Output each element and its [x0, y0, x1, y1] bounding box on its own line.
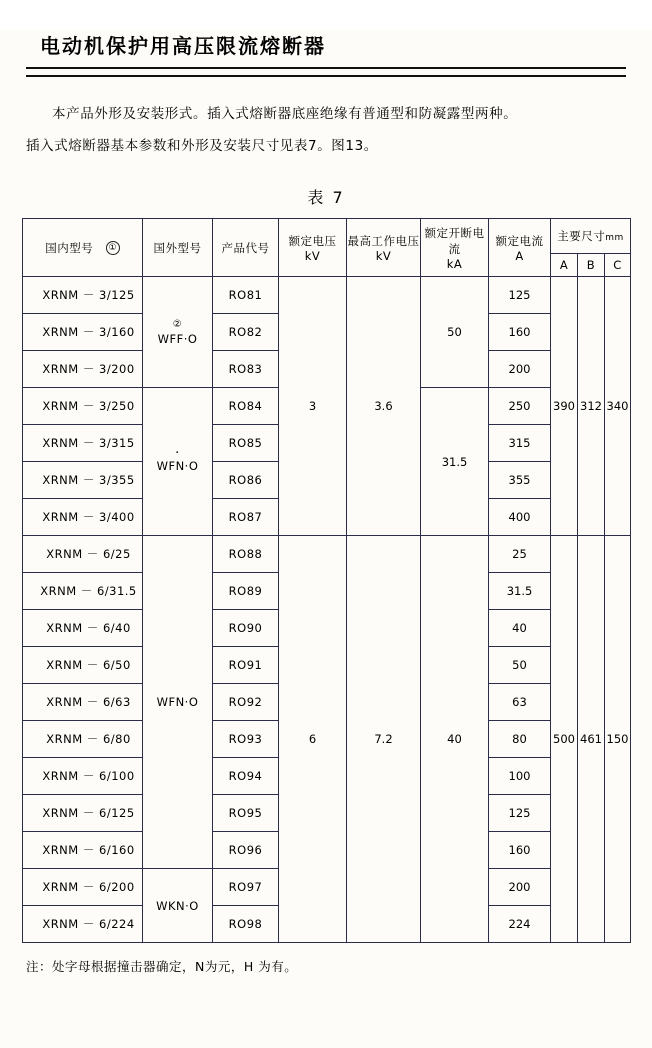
cell-foreign-model-label: WFF·O [157, 331, 198, 346]
header-rated-breaking-current-unit: kA [446, 256, 463, 271]
cell-rated-current: 125 [489, 277, 551, 314]
footnote-mark-2: ② [172, 318, 183, 330]
header-max-working-voltage-unit: kV [375, 248, 392, 263]
cell-rated-current: 100 [489, 758, 551, 795]
header-dim-b: B [578, 254, 605, 277]
cell-product-code: RO88 [213, 536, 279, 573]
cell-product-code: RO85 [213, 425, 279, 462]
cell-rated-current: 250 [489, 388, 551, 425]
spec-table [22, 218, 631, 943]
header-rated-current [489, 219, 551, 277]
header-main-dimensions-label: 主要尺寸 [557, 229, 606, 243]
cell-model: XRNM － 3/160 [23, 314, 143, 351]
header-foreign-model: 国外型号 [143, 219, 213, 277]
header-rated-voltage [279, 219, 347, 277]
cell-model: XRNM － 3/250 [23, 388, 143, 425]
cell-model: XRNM － 6/160 [23, 832, 143, 869]
document-page [0, 30, 652, 1048]
cell-model: XRNM － 6/25 [23, 536, 143, 573]
header-max-working-voltage-label: 最高工作电压 [347, 233, 420, 248]
header-rated-current-unit: A [515, 248, 524, 263]
cell-model: XRNM － 3/400 [23, 499, 143, 536]
table-row [23, 536, 631, 573]
cell-rated-voltage-6kv: 6 [279, 536, 347, 943]
cell-model: XRNM － 6/80 [23, 721, 143, 758]
header-dim-a: A [551, 254, 578, 277]
cell-max-voltage-3kv: 3.6 [347, 277, 421, 536]
cell-product-code: RO87 [213, 499, 279, 536]
cell-rated-current: 63 [489, 684, 551, 721]
cell-rated-current: 355 [489, 462, 551, 499]
cell-product-code: RO92 [213, 684, 279, 721]
cell-model: XRNM － 3/315 [23, 425, 143, 462]
paragraph-1: 本产品外形及安装形式。插入式熔断器底座绝缘有普通型和防凝露型两种。 [52, 106, 518, 122]
cell-rated-current: 31.5 [489, 573, 551, 610]
footnote-mark-1: ① [106, 241, 120, 255]
cell-product-code: RO83 [213, 351, 279, 388]
cell-product-code: RO91 [213, 647, 279, 684]
header-dim-c: C [605, 254, 631, 277]
cell-rated-current: 80 [489, 721, 551, 758]
cell-dim-b-3kv: 312 [578, 277, 605, 536]
cell-product-code: RO94 [213, 758, 279, 795]
cell-model: XRNM － 6/125 [23, 795, 143, 832]
table-row [23, 277, 631, 314]
header-product-code: 产品代号 [213, 219, 279, 277]
cell-product-code: RO90 [213, 610, 279, 647]
spec-table-wrapper [22, 218, 630, 943]
cell-rated-current: 160 [489, 832, 551, 869]
cell-rated-current: 224 [489, 906, 551, 943]
cell-breaking-40: 40 [421, 536, 489, 943]
title-divider [26, 67, 626, 77]
header-rated-voltage-unit: kV [304, 248, 321, 263]
header-domestic-model-label: 国内型号 [45, 240, 94, 255]
cell-foreign-model-group-3: WFN·O [143, 536, 213, 869]
header-rated-breaking-current [421, 219, 489, 277]
cell-rated-current: 160 [489, 314, 551, 351]
dot-mark-icon: · [175, 445, 180, 461]
cell-product-code: RO81 [213, 277, 279, 314]
header-rated-voltage-label: 额定电压 [288, 233, 337, 248]
header-rated-current-label: 额定电流 [495, 233, 544, 248]
cell-dim-c-3kv: 340 [605, 277, 631, 536]
cell-foreign-model-group-4: WKN·O [143, 869, 213, 943]
page-title: 电动机保护用高压限流熔断器 [40, 34, 326, 58]
cell-product-code: RO82 [213, 314, 279, 351]
cell-dim-c-6kv: 150 [605, 536, 631, 943]
cell-product-code: RO86 [213, 462, 279, 499]
cell-model: XRNM － 6/50 [23, 647, 143, 684]
cell-rated-voltage-3kv: 3 [279, 277, 347, 536]
title-block [26, 30, 626, 77]
cell-dim-a-6kv: 500 [551, 536, 578, 943]
table-caption: 表 7 [307, 188, 345, 207]
cell-foreign-model-group-1 [143, 277, 213, 388]
header-rated-breaking-current-label: 额定开断电流 [424, 225, 485, 256]
cell-model: XRNM － 6/224 [23, 906, 143, 943]
cell-model: XRNM － 6/40 [23, 610, 143, 647]
cell-foreign-model-group-2 [143, 388, 213, 536]
cell-rated-current: 200 [489, 869, 551, 906]
cell-breaking-31-5: 31.5 [421, 388, 489, 536]
cell-product-code: RO97 [213, 869, 279, 906]
header-domestic-model [23, 219, 143, 277]
cell-rated-current: 200 [489, 351, 551, 388]
header-main-dimensions [551, 219, 631, 254]
cell-rated-current: 40 [489, 610, 551, 647]
header-main-dimensions-unit: mm [605, 233, 624, 243]
cell-rated-current: 315 [489, 425, 551, 462]
cell-dim-a-3kv: 390 [551, 277, 578, 536]
cell-breaking-50: 50 [421, 277, 489, 388]
cell-product-code: RO95 [213, 795, 279, 832]
cell-model: XRNM － 6/63 [23, 684, 143, 721]
cell-foreign-model-label: WFN·O [156, 458, 199, 473]
cell-model: XRNM － 3/200 [23, 351, 143, 388]
cell-model: XRNM － 6/31.5 [23, 573, 143, 610]
cell-rated-current: 125 [489, 795, 551, 832]
cell-product-code: RO96 [213, 832, 279, 869]
cell-dim-b-6kv: 461 [578, 536, 605, 943]
table-note: 注：处字母根据撞击器确定，N为元，H 为有。 [26, 959, 298, 974]
cell-model: XRNM － 6/200 [23, 869, 143, 906]
cell-product-code: RO98 [213, 906, 279, 943]
cell-rated-current: 50 [489, 647, 551, 684]
cell-product-code: RO84 [213, 388, 279, 425]
table-header-row [23, 219, 631, 254]
cell-max-voltage-6kv: 7.2 [347, 536, 421, 943]
header-max-working-voltage [347, 219, 421, 277]
cell-model: XRNM － 3/355 [23, 462, 143, 499]
cell-rated-current: 25 [489, 536, 551, 573]
cell-model: XRNM － 6/100 [23, 758, 143, 795]
paragraph-2: 插入式熔断器基本参数和外形及安装尺寸见表7。图13。 [26, 138, 378, 154]
cell-rated-current: 400 [489, 499, 551, 536]
cell-product-code: RO89 [213, 573, 279, 610]
cell-product-code: RO93 [213, 721, 279, 758]
cell-model: XRNM － 3/125 [23, 277, 143, 314]
